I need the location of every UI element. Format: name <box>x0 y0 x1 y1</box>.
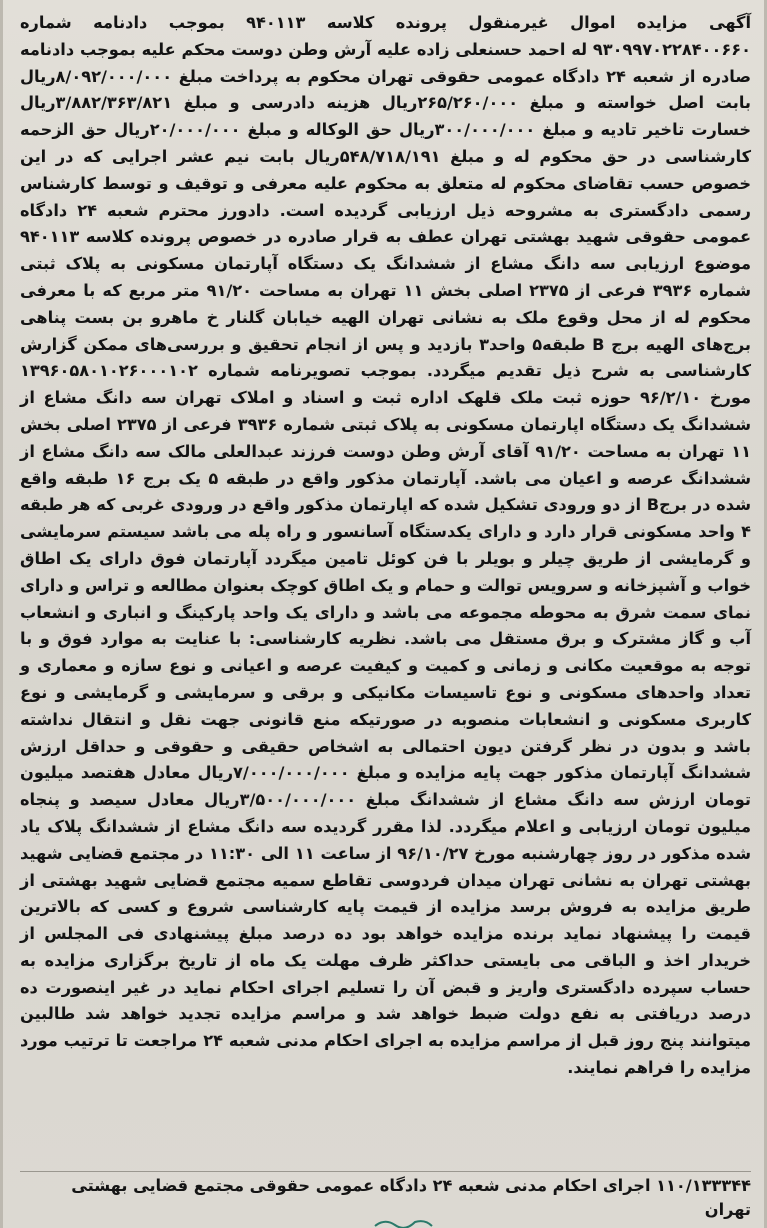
notice-footer: ۱۱۰/۱۳۳۳۴۴ اجرای احکام مدنی شعبه ۲۴ دادگاه عمومی حقوقی مجتمع قضایی بهشتی تهران <box>20 1171 751 1222</box>
auction-notice-body <box>20 10 751 1082</box>
scan-edge-left <box>0 0 3 1228</box>
notice-paragraph: آگهی مزایده اموال غیرمنقول پرونده کلاسه ۹۴۰۱۱۳ بموجب دادنامه شماره ۹۳۰۹۹۷۰۲۲۸۴۰۰۶۶۰ له احمد حسنعلی زاده علیه آرش وطن دوست محکم علیه بموجب دادنامه صادره از شعبه ۲۴ دادگاه عمومی حقوقی تهران محکوم به پرداخت مبلغ ۸/۰۹۲/۰۰۰/۰۰۰ریال بابت اصل خواسته و مبلغ ۲۶۵/۲۶۰/۰۰۰ریال هزینه دادرسی و مبلغ ۳/۸۸۲/۳۶۳/۸۲۱ریال خسارت تاخیر تادیه و مبلغ ۳۰۰/۰۰۰/۰۰۰ریال حق الوکاله و مبلغ ۲۰/۰۰۰/۰۰۰ریال حق الزحمه کارشناسی در حق محکوم له و مبلغ ۵۴۸/۷۱۸/۱۹۱ریال بابت نیم عشر اجرایی که در این خصوص حسب تقاضای محکوم له متعلق به محکوم علیه معرفی و توقیف و توسط کارشناس رسمی دادگستری به مشروحه ذیل ارزیابی گردیده است. دادورز محترم شعبه ۲۴ دادگاه عمومی حقوقی شهید بهشتی تهران عطف به قرار صادره در خصوص پرونده کلاسه ۹۴۰۱۱۳ موضوع ارزیابی سه دانگ مشاع از ششدانگ یک دستگاه آپارتمان مسکونی به پلاک ثبتی شماره ۳۹۳۶ فرعی از ۲۳۷۵ اصلی بخش ۱۱ تهران به مساحت ۹۱/۲۰ متر مربع که با معرفی محکوم له از محل وقوع ملک به نشانی تهران الهیه خیابان گلنار خ ماهرو بن بست پناهی برج‌های الهیه برج B طبقه۵ واحد۳ بازدید و پس از انجام تحقیق و بررسی‌های ممکن گزارش کارشناسی به شرح ذیل تقدیم میگردد. بموجب تصویرنامه شماره ۱۳۹۶۰۵۸۰۱۰۲۶۰۰۰۱۰۲ مورخ ۹۶/۲/۱۰ حوزه ثبت ملک قلهک اداره ثبت و اسناد و املاک تهران سه دانگ مشاع از ششدانگ یک دستگاه اپارتمان مسکونی به پلاک ثبتی شماره ۳۹۳۶ فرعی از ۲۳۷۵ اصلی بخش ۱۱ تهران به مساحت ۹۱/۲۰ آقای آرش وطن دوست فرزند عبدالعلی مالک سه دانگ مشاع از ششدانگ عرصه و اعیان می باشد. آپارتمان مذکور واقع در طبقه ۵ یک برج ۱۶ طبقه واقع شده در برجB از دو ورودی تشکیل شده که اپارتمان مذکور واقع در ورودی غربی که هر طبقه ۴ واحد مسکونی قرار دارد و دارای یکدستگاه آسانسور و راه پله می باشد سیستم سرمایشی و گرمایشی از طریق چیلر و بویلر با فن کوئل تامین میگردد آپارتمان فوق دارای یک اطاق خواب و آشپزخانه و سرویس توالت و حمام و یک اطاق کوچک بعنوان مطالعه و تراس و دارای نمای سمت شرق به محوطه مجموعه می باشد و دارای یک واحد پارکینگ و انباری و انشعاب آب و گاز مشترک و برق مستقل می باشد. نظریه کارشناسی: با عنایت به موارد فوق و با توجه به موقعیت مکانی و زمانی و کمیت و کیفیت عرصه و اعیانی و نوع سازه و معماری و تعداد واحدهای مسکونی و نوع تاسیسات مکانیکی و برقی و سرمایشی و گرمایشی و نوع کاربری مسکونی و انشعابات منصوبه در صورتیکه منع قانونی جهت نقل و انتقال نداشته باشد و بدون در نظر گرفتن دیون احتمالی به اشخاص حقیقی و حقوقی و حداقل ارزش ششدانگ آپارتمان مذکور جهت پایه مزایده و مبلغ ۷/۰۰۰/۰۰۰/۰۰۰ریال معادل هفتصد میلیون تومان ارزش سه دانگ مشاع از ششدانگ مبلغ ۳/۵۰۰/۰۰۰/۰۰۰ریال معادل سیصد و پنجاه میلیون تومان ارزیابی و اعلام میگردد. لذا مقرر گردیده سه دانگ مشاع از ششدانگ پلاک یاد شده مذکور در روز چهارشنبه مورخ ۹۶/۱۰/۲۷ از ساعت ۱۱ الی ۱۱:۳۰ در مجتمع قضایی شهید بهشتی تهران به نشانی تهران میدان فردوسی تقاطع سمیه مجتمع قضایی شهید بهشتی از طریق مزایده به فروش برسد مزایده از قیمت پایه کارشناسی شروع و کسی که بالاترین قیمت را پیشنهاد نماید برنده مزایده خواهد بود ده درصد مبلغ پیشنهادی فی المجلس از خریدار اخذ و الباقی می بایستی حداکثر ظرف مهلت یک ماه از تاریخ برگزاری مزایده به حساب سپرده دادگستری واریز و قبض آن را تسلیم اجرای احکام نماید در غیر اینصورت ده درصد دریافتی به نفع دولت ضبط خواهد شد و مراسم مزایده تجدید خواهد شد طالبین میتوانند پنج روز قبل از مراسم مزایده به اجرای احکام مدنی شعبه ۲۴ مراجعت تا ترتیب مورد مزایده را فراهم نمایند. <box>20 13 752 1078</box>
ink-mark <box>370 1216 440 1228</box>
